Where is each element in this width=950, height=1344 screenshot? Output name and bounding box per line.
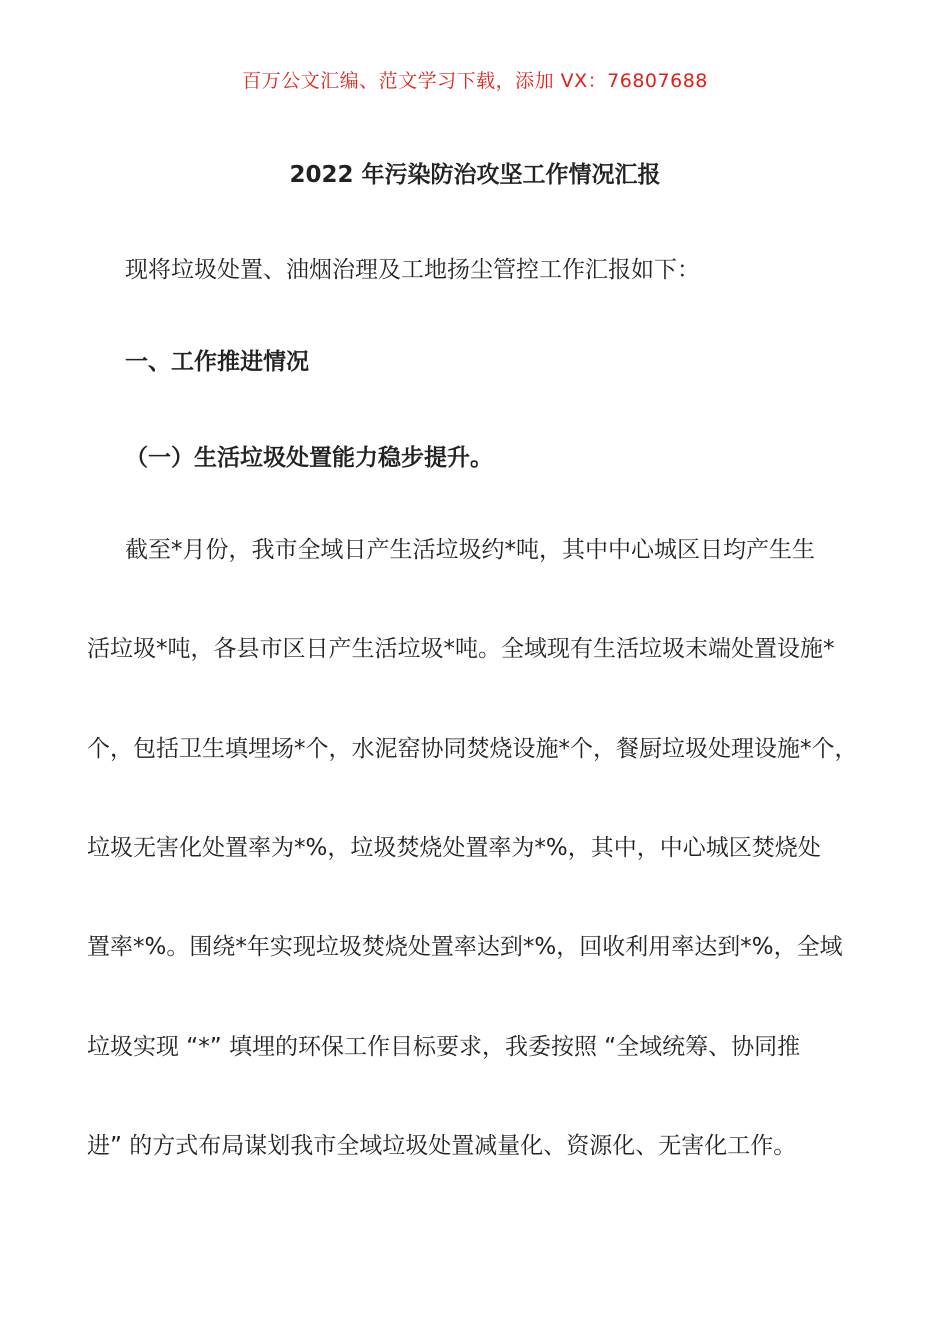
body-line-7: 进” 的方式布局谋划我市全域垃圾处置减量化、资源化、无害化工作。 (87, 1133, 797, 1159)
body-line-4: 垃圾无害化处置率为*%，垃圾焚烧处置率为*%，其中，中心城区焚烧处 (87, 835, 821, 861)
header-note: 百万公文汇编、范文学习下载，添加 VX：76807688 (242, 70, 708, 92)
document-title: 2022 年污染防治攻坚工作情况汇报 (289, 162, 661, 188)
subsection-heading: （一）生活垃圾处置能力稳步提升。 (125, 445, 493, 471)
body-line-3: 个，包括卫生填埋场*个，水泥窑协同焚烧设施*个，餐厨垃圾处理设施*个， (87, 736, 858, 762)
body-line-1: 截至*月份，我市全域日产生活垃圾约*吨，其中中心城区日均产生生 (125, 537, 815, 563)
intro-paragraph: 现将垃圾处置、油烟治理及工地扬尘管控工作汇报如下： (125, 257, 700, 283)
section-heading: 一、工作推进情况 (125, 349, 309, 375)
body-line-2: 活垃圾*吨，各县市区日产生活垃圾*吨。全域现有生活垃圾末端处置设施* (87, 636, 835, 662)
body-line-6: 垃圾实现 “*” 填埋的环保工作目标要求，我委按照 “全域统筹、协同推 (87, 1034, 801, 1060)
body-line-5: 置率*%。围绕*年实现垃圾焚烧处置率达到*%，回收利用率达到*%，全域 (87, 934, 843, 960)
